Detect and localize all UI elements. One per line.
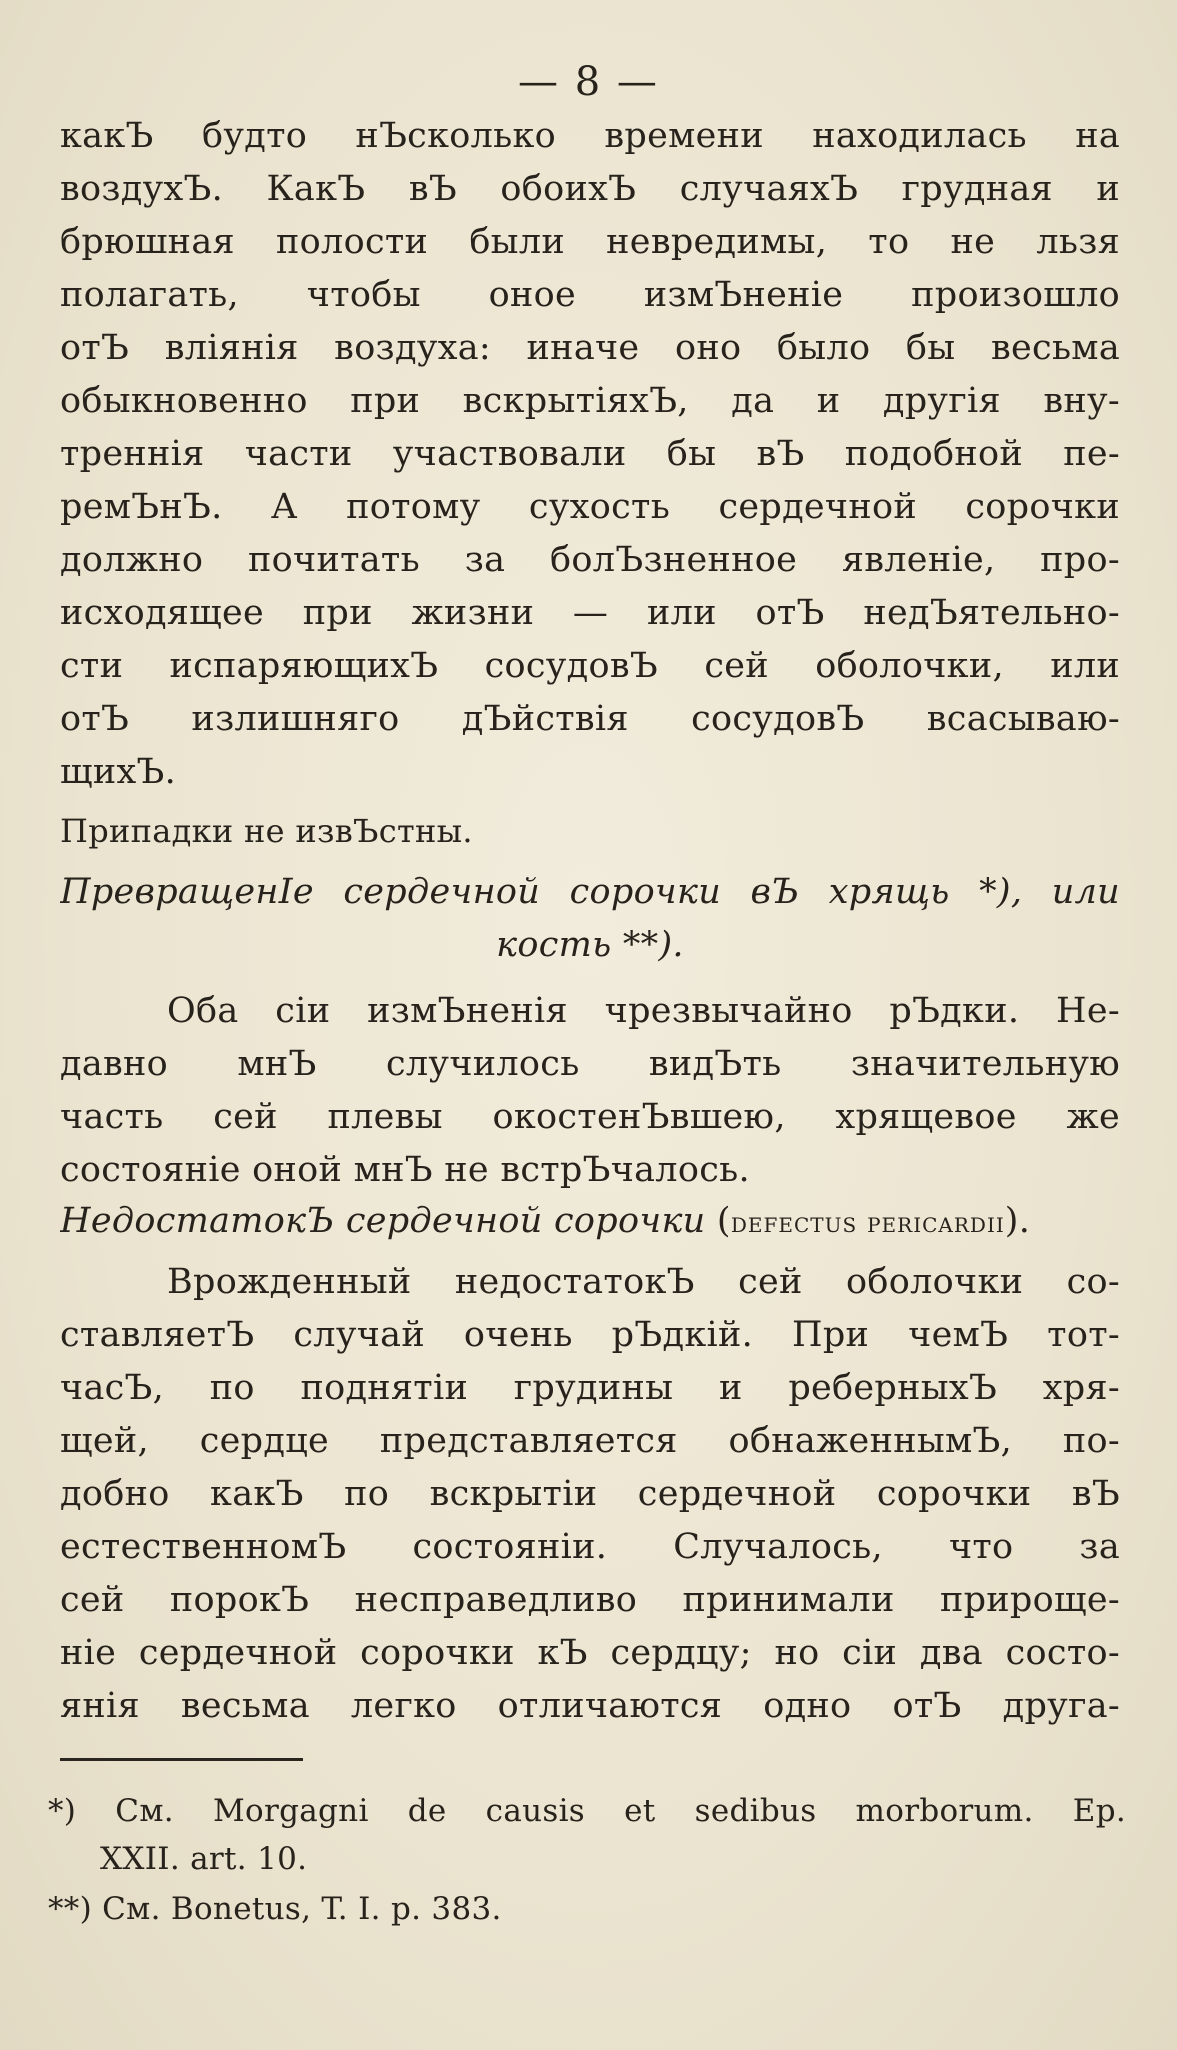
text-line: давно мнЪ случилось видЪть значительную bbox=[60, 1044, 1120, 1084]
text-line: естественномЪ состояніи. Случалось, что за bbox=[60, 1527, 1120, 1567]
text-line: отЪ излишняго дЪйствія сосудовЪ всасываю- bbox=[60, 699, 1120, 739]
heading-line bbox=[60, 1195, 1120, 1248]
text-line: Припадки не извЪстны. bbox=[60, 812, 473, 850]
page-number: — 8 — bbox=[518, 59, 659, 105]
symptoms-note bbox=[60, 805, 1120, 858]
text-line: исходящее при жизни — или отЪ недЪятельно- bbox=[60, 593, 1120, 633]
text-line: брюшная полости были невредимы, то не льзя bbox=[60, 222, 1120, 262]
text-line: ніе сердечной сорочки кЪ сердцу; но сіи два состо- bbox=[60, 1633, 1120, 1673]
text-line: воздухЪ. КакЪ вЪ обоихЪ случаяхЪ грудная и bbox=[60, 169, 1120, 209]
text-line: щей, сердце представляется обнаженнымЪ, по- bbox=[60, 1421, 1120, 1461]
footnote-line: **) См. Bonetus, T. I. p. 383. bbox=[48, 1891, 502, 1927]
text-line: обыкновенно при вскрытіяхЪ, да и другія вну- bbox=[60, 381, 1120, 421]
heading-latin-term: defectus pericardii bbox=[730, 1206, 1005, 1239]
heading-paren-open: ( bbox=[705, 1201, 731, 1241]
text-line: отЪ вліянія воздуха: иначе оно было бы весьма bbox=[60, 328, 1120, 368]
footnote-2 bbox=[48, 1885, 1126, 1933]
text-line: полагать, чтобы оное измЪненіе произошло bbox=[60, 275, 1120, 315]
heading-line: ПревращенІе сердечной сорочки вЪ хрящь *), или bbox=[60, 872, 1120, 912]
text-line: ремЪнЪ. А потому сухость сердечной сорочки bbox=[60, 487, 1120, 527]
text-line: сти испаряющихЪ сосудовЪ сей оболочки, или bbox=[60, 646, 1120, 686]
text-line: должно почитать за болЪзненное явленіе, про- bbox=[60, 540, 1120, 580]
paragraph-continuation bbox=[60, 110, 1120, 799]
section-heading-defect bbox=[60, 1195, 1120, 1248]
heading-italic-text: НедостатокЪ сердечной сорочки bbox=[60, 1201, 706, 1241]
text-line: какЪ будто нЪсколько времени находилась на bbox=[60, 116, 1120, 156]
footnote-line: *) См. Morgagni de causis et sedibus morborum. Ep. bbox=[48, 1793, 1126, 1829]
section-heading-ossification bbox=[60, 866, 1120, 972]
text-line: янія весьма легко отличаются одно отЪ друга- bbox=[60, 1686, 1120, 1726]
text-line: ставляетЪ случай очень рЪдкій. При чемЪ тот- bbox=[60, 1315, 1120, 1355]
footnote-1 bbox=[48, 1787, 1126, 1883]
paragraph-ossification bbox=[60, 985, 1120, 1197]
text-line: часЪ, по поднятіи грудины и реберныхЪ хря- bbox=[60, 1368, 1120, 1408]
text-line: Врожденный недостатокЪ сей оболочки со- bbox=[167, 1262, 1120, 1302]
text-line: щихЪ. bbox=[60, 752, 177, 792]
text-line: часть сей плевы окостенЪвшею, хрящевое же bbox=[60, 1097, 1120, 1137]
text-line: состояніе оной мнЪ не встрЪчалось. bbox=[60, 1150, 750, 1190]
footnote-line: XXII. art. 10. bbox=[100, 1841, 308, 1877]
text-line: добно какЪ по вскрытіи сердечной сорочки вЪ bbox=[60, 1474, 1120, 1514]
footnote-divider bbox=[60, 1758, 303, 1761]
text-line: треннія части участвовали бы вЪ подобной пе- bbox=[60, 434, 1120, 474]
heading-paren-close: ). bbox=[1004, 1201, 1031, 1241]
paragraph-defect bbox=[60, 1256, 1120, 1733]
text-line: сей порокЪ несправедливо принимали прироще- bbox=[60, 1580, 1120, 1620]
text-line: Оба сіи измЪненія чрезвычайно рЪдки. Не- bbox=[167, 991, 1120, 1031]
heading-line: кость **). bbox=[496, 925, 684, 965]
